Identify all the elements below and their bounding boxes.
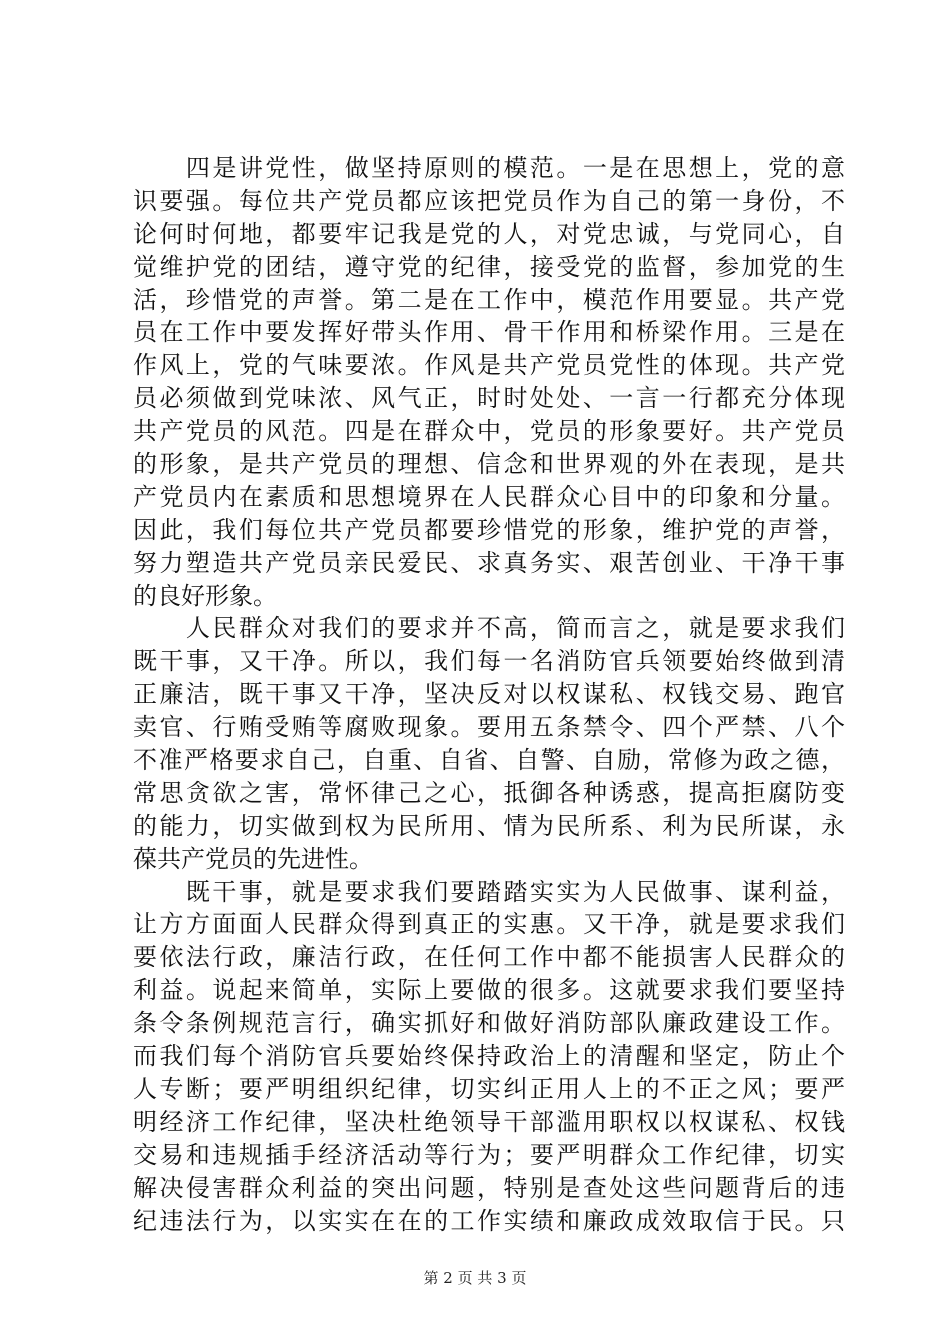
text-line: 让方方面面人民群众得到真正的实惠。又干净，就是要求我们 [133,910,845,939]
text-line: 交易和违规插手经济活动等行为；要严明群众工作纪律，切实 [133,1140,845,1169]
text-line: 解决侵害群众利益的突出问题，特别是查处这些问题背后的违 [133,1173,845,1202]
text-line: 纪违法行为，以实实在在的工作实绩和廉政成效取信于民。只 [133,1206,845,1235]
text-line: 觉维护党的团结，遵守党的纪律，接受党的监督，参加党的生 [133,252,845,281]
text-line: 不准严格要求自己，自重、自省、自警、自励，常修为政之德， [133,746,845,775]
text-line: 常思贪欲之害，常怀律己之心，抵御各种诱惑，提高拒腐防变 [133,778,845,807]
text-line: 论何时何地，都要牢记我是党的人，对党忠诚，与党同心，自 [133,219,845,248]
text-line: 利益。说起来简单，实际上要做的很多。这就要求我们要坚持 [133,976,845,1005]
text-line: 努力塑造共产党员亲民爱民、求真务实、艰苦创业、干净干事 [133,548,845,577]
text-line: 四是讲党性，做坚持原则的模范。一是在思想上，党的意 [133,154,845,182]
text-line: 人专断；要严明组织纪律，切实纠正用人上的不正之风；要严 [133,1074,845,1103]
text-line: 既干事，就是要求我们要踏踏实实为人民做事、谋利益， [133,877,845,906]
text-line: 既干事，又干净。所以，我们每一名消防官兵领要始终做到清 [133,647,845,676]
text-line: 员必须做到党味浓、风气正，时时处处、一言一行都充分体现 [133,384,845,413]
text-line: 共产党员的风范。四是在群众中，党员的形象要好。共产党员 [133,417,845,446]
text-line: 作风上，党的气味要浓。作风是共产党员党性的体现。共产党 [133,351,845,380]
page-footer: 第 2 页 共 3 页 [423,1269,527,1287]
text-line: 卖官、行贿受贿等腐败现象。要用五条禁令、四个严禁、八个 [133,713,845,742]
text-line: 的良好形象。 [133,581,277,610]
text-line: 条令条例规范言行，确实抓好和做好消防部队廉政建设工作。 [133,1009,845,1038]
text-line: 明经济工作纪律，坚决杜绝领导干部滥用职权以权谋私、权钱 [133,1107,845,1136]
body-text [133,152,845,1237]
text-line: 人民群众对我们的要求并不高，简而言之，就是要求我们 [133,614,845,643]
text-line: 活，珍惜党的声誉。第二是在工作中，模范作用要显。共产党 [133,285,845,314]
text-line: 因此，我们每位共产党员都要珍惜党的形象，维护党的声誉， [133,515,845,544]
text-line: 而我们每个消防官兵要始终保持政治上的清醒和坚定，防止个 [133,1042,845,1071]
text-line: 识要强。每位共产党员都应该把党员作为自己的第一身份，不 [133,186,845,215]
text-line: 葆共产党员的先进性。 [133,844,373,873]
text-line: 产党员内在素质和思想境界在人民群众心目中的印象和分量。 [133,482,845,511]
text-line: 的能力，切实做到权为民所用、情为民所系、利为民所谋，永 [133,811,845,840]
text-line: 要依法行政，廉洁行政，在任何工作中都不能损害人民群众的 [133,943,845,972]
text-line: 的形象，是共产党员的理想、信念和世界观的外在表现，是共 [133,450,845,479]
text-line: 员在工作中要发挥好带头作用、骨干作用和桥梁作用。三是在 [133,318,845,347]
text-line: 正廉洁，既干事又干净，坚决反对以权谋私、权钱交易、跑官 [133,680,845,709]
